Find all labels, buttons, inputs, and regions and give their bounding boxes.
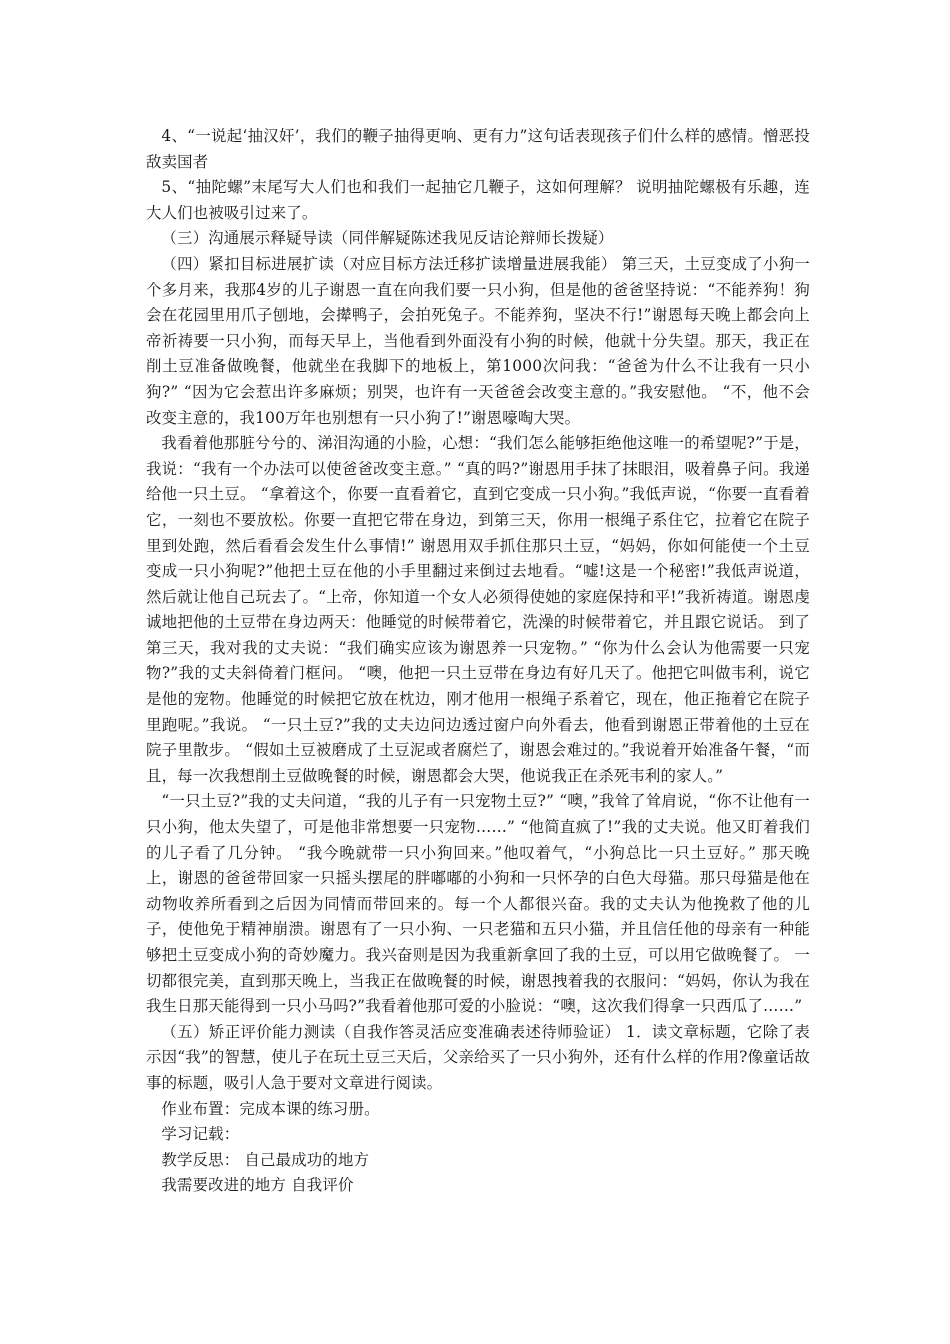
paragraph-section-5: （五）矫正评价能力测读（自我作答灵活应变准确表述待师验证） 1．读文章标题，它除了表示因“我”的智慧，使儿子在玩土豆三天后，父亲给买了一只小狗外，还有什么样的作用?像童话故事的标题，吸引人急于要对文章进行阅读。 [146, 1022, 810, 1092]
paragraph-study-record: 学习记载： [161, 1125, 240, 1144]
paragraph-story-part-2: 我看着他那脏兮兮的、涕泪沟通的小脸，心想：“我们怎么能够拒绝他这唯一的希望呢?”于是，我说：“我有一个办法可以使爸爸改变主意。” “真的吗?”谢恩用手抹了抹眼泪，吸着鼻子问。我递给他一只土豆。 “拿着这个，你要一直看着它，直到它变成一只小狗。”我低声说，“你要一直看着它，一刻也不要放松。你要一直把它带在身边，到第三天，你用一根绳子系住它，拉着它在院子里到处跑，然后看看会发生什么事情!” 谢恩用双手抓住那只土豆，“妈妈，你如何能使一个土豆变成一只小狗呢?”他把土豆在他的小手里翻过来倒过去地看。“嘘!这是一个秘密!”我低声说道，然后就让他自己玩去了。“上帝，你知道一个女人必须得使她的家庭保持和平!”我祈祷道。谢恩虔诚地把他的土豆带在身边两天：他睡觉的时候带着它，洗澡的时候带着它，并且跟它说话。 到了第三天，我对我的丈夫说：“我们确实应该为谢恩养一只宠物。” “你为什么会认为他需要一只宠物?”我的丈夫斜倚着门框问。 “噢，他把一只土豆带在身边有好几天了。他把它叫做韦利，说它是他的宠物。他睡觉的时候把它放在枕边，刚才他用一根绳子系着它，现在，他正拖着它在院子里跑呢。”我说。 “一只土豆?”我的丈夫边问边透过窗户向外看去，他看到谢恩正带着他的土豆在院子里散步。 “假如土豆被磨成了土豆泥或者腐烂了，谢恩会难过的。”我说着开始准备午餐，“而且，每一次我想削土豆做晚餐的时候，谢恩都会大哭，他说我正在杀死韦利的家人。” [146, 434, 810, 785]
paragraph-section-3: （三）沟通展示释疑导读（同伴解疑陈述我见反诘论辩师长拨疑） [161, 229, 614, 248]
paragraph-self-evaluation: 我需要改进的地方 自我评价 [161, 1176, 354, 1195]
paragraph-homework: 作业布置：完成本课的练习册。 [161, 1099, 380, 1118]
paragraph-story-part-3: “一只土豆?”我的丈夫问道，“我的儿子有一只宠物土豆?” “噢，”我耸了耸肩说，“你不让他有一只小狗，他太失望了，可是他非常想要一只宠物……” “他简直疯了!”我的丈夫说。他又盯着我们的儿子看了几分钟。 “我今晚就带一只小狗回来。”他叹着气，“小狗总比一只土豆好。” 那天晚上，谢恩的爸爸带回家一只摇头摆尾的胖嘟嘟的小狗和一只怀孕的白色大母猫。那只母猫是他在动物收养所看到之后因为同情而带回来的。每一个人都很兴奋。我的丈夫认为他挽救了他的儿子，使他免于精神崩溃。谢恩有了一只小狗、一只老猫和五只小猫，并且信任他的母亲有一种能够把土豆变成小狗的奇妙魔力。我兴奋则是因为我重新拿回了我的土豆，可以用它做晚餐了。 一切都很完美，直到那天晚上，当我正在做晚餐的时候，谢恩拽着我的衣服问：“妈妈，你认为我在我生日那天能得到一只小马吗?”我看着他那可爱的小脸说：“噢，这次我们得拿一只西瓜了……” [146, 792, 810, 1016]
paragraph-question-5: 5、“抽陀螺”末尾写大人们也和我们一起抽它几鞭子，这如何理解？ 说明抽陀螺极有乐趣，连大人们也被吸引过来了。 [146, 178, 810, 222]
paragraph-teaching-reflection: 教学反思： 自己最成功的地方 [161, 1150, 370, 1169]
paragraph-question-4: 4、“一说起‘抽汉奸’，我们的鞭子抽得更响、更有力”这句话表现孩子们什么样的感情。憎恶投敌卖国者 [146, 127, 810, 171]
document-page [146, 124, 810, 1199]
paragraph-section-4: （四）紧扣目标进展扩读（对应目标方法迁移扩读增量进展我能） 第三天，土豆变成了小狗一个多月来，我那4岁的儿子谢恩一直在向我们要一只小狗，但是他的爸爸坚持说：“不能养狗！狗会在花园里用爪子刨地，会撵鸭子，会拍死兔子。不能养狗，坚决不行!”谢恩每天晚上都会向上帝祈祷要一只小狗，而每天早上，当他看到外面没有小狗的时候，他就十分失望。那天，我正在削土豆准备做晚餐，他就坐在我脚下的地板上，第1000次问我：“爸爸为什么不让我有一只小狗?” “因为它会惹出许多麻烦；别哭，也许有一天爸爸会改变主意的。”我安慰他。 “不，他不会改变主意的，我100万年也别想有一只小狗了!”谢恩嚎啕大哭。 [146, 254, 810, 427]
